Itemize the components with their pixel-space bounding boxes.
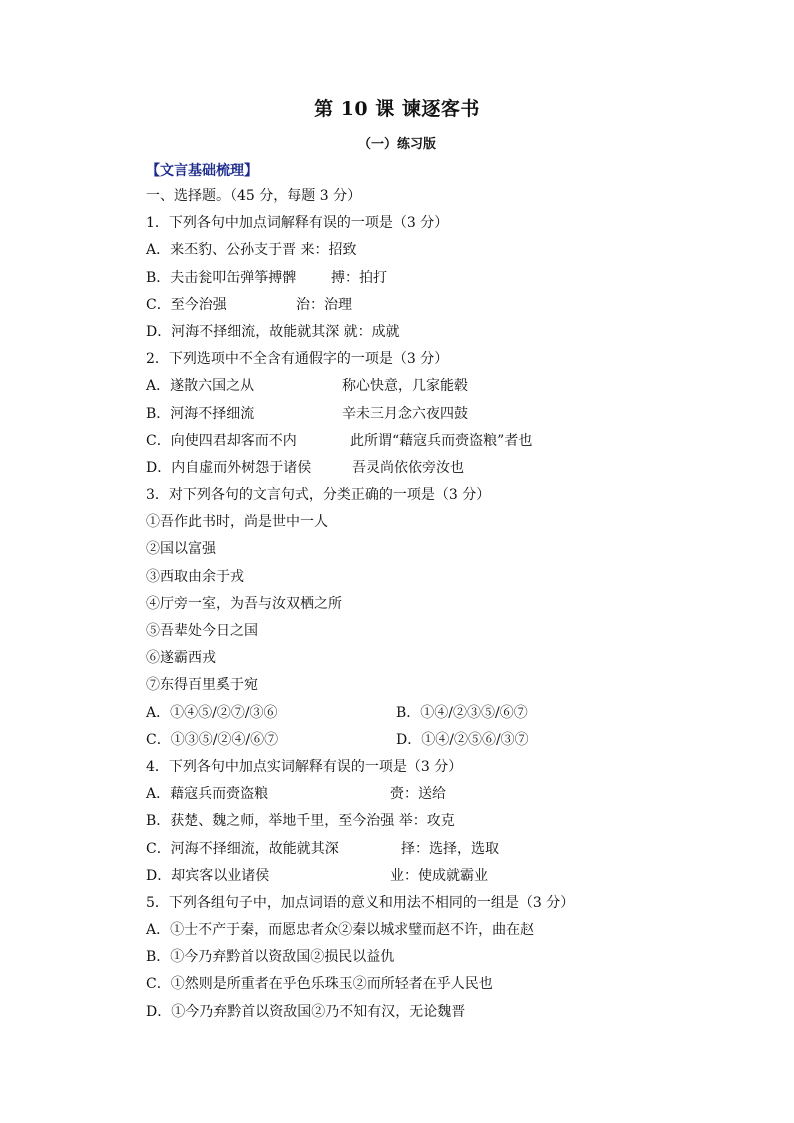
question-4-option-a: A．藉寇兵而赍盗粮 赍：送给: [146, 786, 446, 803]
question-4-option-c: C．河海不择细流，故能就其深 择：选择，选取: [146, 840, 499, 857]
page-title: 第 10 课 谏逐客书: [314, 98, 480, 120]
question-2-option-a: A．遂散六国之从 称心快意，几家能毂: [146, 378, 468, 395]
page-subtitle: （一）练习版: [357, 137, 436, 152]
question-5-option-a: A．①士不产于秦，而愿忠者众②秦以城求璧而赵不许，曲在赵: [146, 922, 535, 939]
question-1-option-a: A．来丕豹、公孙支于晋 来：招致: [146, 242, 357, 259]
question-3-stem: 3．对下列各句的文言句式，分类正确的一项是（3 分）: [146, 487, 491, 504]
line-section-instruction: 一、选择题。（45 分，每题 3 分）: [146, 188, 362, 204]
question-1-option-b: B．夫击瓮叩缶弹筝搏髀 搏：拍打: [146, 269, 387, 286]
question-1-option-d: D．河海不择细流，故能就其深 就：成就: [146, 323, 400, 340]
question-2-option-d: D．内自虚而外树怨于诸侯 吾灵尚依依旁汝也: [146, 459, 464, 476]
question-3-sentence-7: ⑦东得百里奚于宛: [146, 677, 258, 694]
question-3-options-cd: C．①③⑤/②④/⑥⑦ D．①④/②⑤⑥/③⑦: [146, 731, 529, 748]
question-2-option-c: C．向使四君却客而不内 此所谓“藉寇兵而赍盗粮”者也: [146, 432, 533, 449]
question-5-option-d: D．①今乃弃黔首以资敌国②乃不知有汉，无论魏晋: [146, 1003, 466, 1020]
question-2-option-b: B．河海不择细流 辛未三月念六夜四鼓: [146, 405, 468, 422]
question-5-option-b: B．①今乃弃黔首以资敌国②损民以益仇: [146, 949, 395, 966]
question-1-stem: 1．下列各句中加点词解释有误的一项是（3 分）: [146, 215, 449, 232]
question-4-stem: 4．下列各句中加点实词解释有误的一项是（3 分）: [146, 758, 463, 775]
question-3-sentence-1: ①吾作此书时，尚是世中一人: [146, 514, 328, 531]
question-4-option-b: B．获楚、魏之师，举地千里，至今治强 举：攻克: [146, 813, 455, 830]
section-heading: 【文言基础梳理】: [146, 163, 258, 179]
question-3-sentence-3: ③西取由余于戎: [146, 568, 244, 585]
question-3-sentence-2: ②国以富强: [146, 541, 216, 558]
question-3-sentence-5: ⑤吾辈处今日之国: [146, 623, 258, 639]
question-3-options-ab: A．①④⑤/②⑦/③⑥ B．①④/②③⑤/⑥⑦: [146, 704, 528, 721]
question-3-sentence-6: ⑥遂霸西戎: [146, 650, 216, 667]
question-2-stem: 2．下列选项中不全含有通假字的一项是（3 分）: [146, 351, 449, 368]
question-list: [146, 186, 666, 1029]
question-5-stem: 5．下列各组句子中，加点词语的意义和用法不相同的一组是（3 分）: [146, 894, 575, 911]
question-3-sentence-4: ④厅旁一室，为吾与汝双栖之所: [146, 595, 342, 612]
question-1-option-c: C．至今治强 治：治理: [146, 296, 352, 313]
question-5-option-c: C．①然则是所重者在乎色乐珠玉②而所轻者在乎人民也: [146, 976, 493, 993]
question-4-option-d: D．却宾客以业诸侯 业：使成就霸业: [146, 867, 488, 884]
